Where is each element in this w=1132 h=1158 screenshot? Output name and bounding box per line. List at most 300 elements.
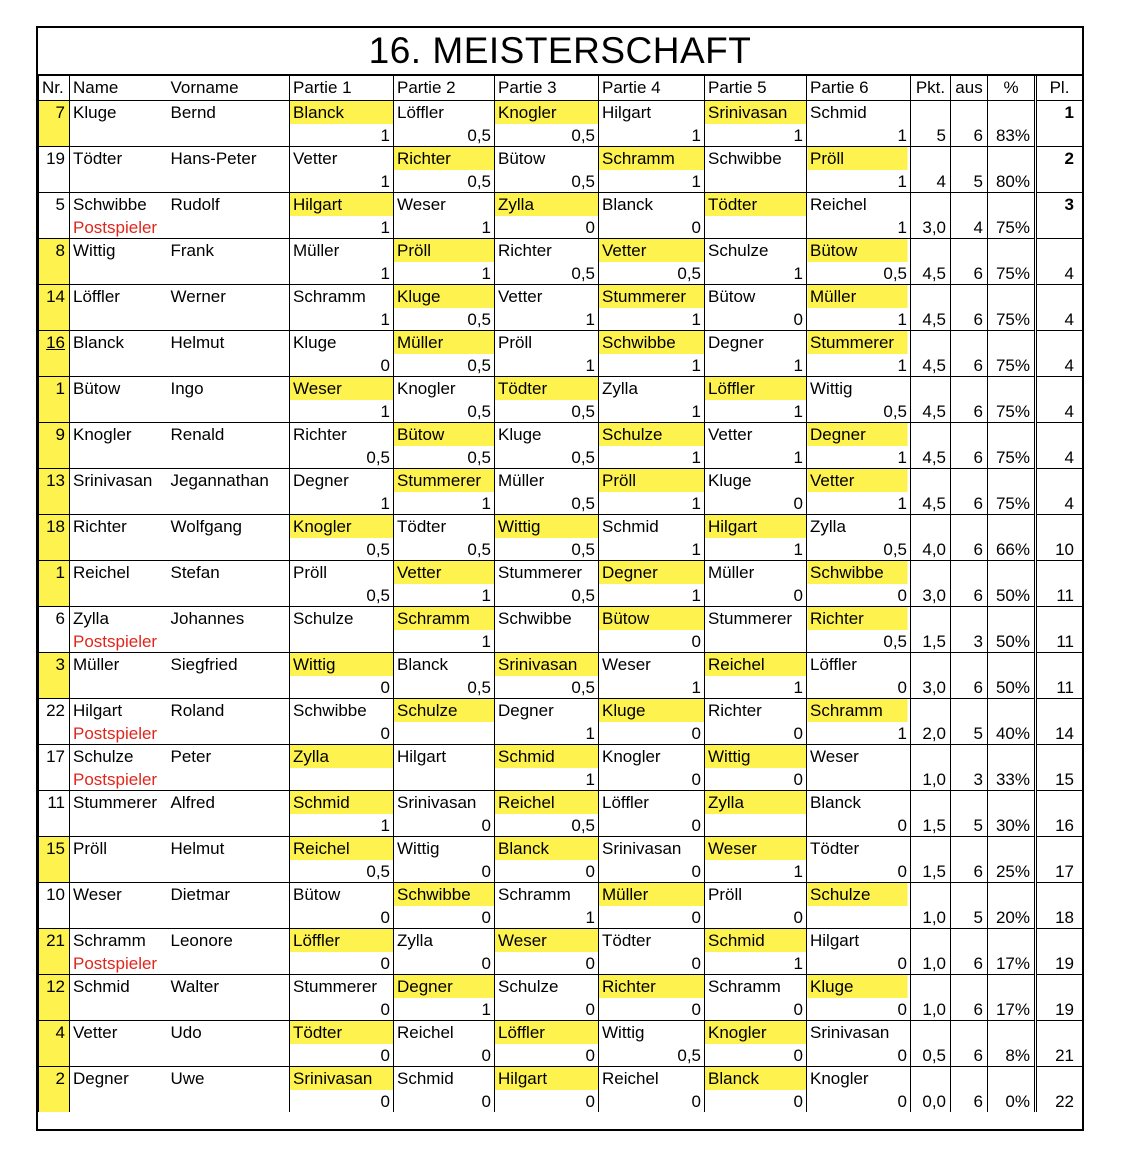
player-name: Blanck: [70, 330, 168, 354]
table-row: [39, 652, 1083, 676]
header-partie-2: Partie 2: [394, 76, 495, 100]
placement-bottom: 11: [1036, 584, 1083, 606]
score-cell: 0,5: [495, 814, 599, 836]
placement: [1036, 1066, 1083, 1090]
empty-cell: [988, 146, 1036, 170]
score-cell: [807, 906, 911, 928]
placement-bottom: 19: [1036, 952, 1083, 974]
opponent-cell: Richter: [290, 422, 394, 446]
postspieler-label: Postspieler: [70, 216, 168, 238]
opponent-cell: Reichel: [807, 192, 911, 216]
score-cell: 0,5: [495, 170, 599, 192]
opponent-cell: Vetter: [705, 422, 807, 446]
percentage: 75%: [988, 354, 1036, 376]
percentage: 25%: [988, 860, 1036, 882]
placement: [1036, 560, 1083, 584]
postspieler-label: Postspieler: [70, 722, 168, 744]
empty-cell: [951, 606, 988, 630]
score-cell: 1: [394, 584, 495, 606]
table-row: [39, 882, 1083, 906]
empty-cell: [911, 1020, 951, 1044]
player-number: 16: [39, 330, 70, 354]
opponent-cell: Stummerer: [495, 560, 599, 584]
player-name: Wittig: [70, 238, 168, 262]
score-cell: 0: [394, 1090, 495, 1112]
placement-bottom: 18: [1036, 906, 1083, 928]
player-name: Knogler: [70, 422, 168, 446]
score-cell: 1: [705, 124, 807, 146]
empty-cell: [988, 1020, 1036, 1044]
opponent-cell: Zylla: [495, 192, 599, 216]
table-row: [39, 514, 1083, 538]
opponent-cell: Kluge: [599, 698, 705, 722]
empty-cell: [168, 446, 290, 468]
score-cell: 1: [705, 262, 807, 284]
games-played: 6: [951, 308, 988, 330]
empty-cell: [951, 1020, 988, 1044]
score-cell: 0,5: [394, 354, 495, 376]
table-row-scores: [39, 124, 1083, 146]
opponent-cell: Schwibbe: [705, 146, 807, 170]
opponent-cell: Kluge: [290, 330, 394, 354]
player-number-filler: [39, 584, 70, 606]
percentage: 50%: [988, 676, 1036, 698]
table-row: [39, 146, 1083, 170]
opponent-cell: Pröll: [807, 146, 911, 170]
player-name: Weser: [70, 882, 168, 906]
table-row: [39, 1020, 1083, 1044]
opponent-cell: Hilgart: [705, 514, 807, 538]
score-cell: 0,5: [807, 630, 911, 652]
header-pkt: Pkt.: [911, 76, 951, 100]
opponent-cell: Bütow: [394, 422, 495, 446]
opponent-cell: Degner: [705, 330, 807, 354]
empty-cell: [168, 262, 290, 284]
opponent-cell: Richter: [705, 698, 807, 722]
player-vorname: Werner: [168, 284, 290, 308]
player-number: 1: [39, 560, 70, 584]
score-cell: 0: [290, 676, 394, 698]
opponent-cell: Wittig: [290, 652, 394, 676]
player-number-filler: [39, 400, 70, 422]
score-cell: 1: [599, 308, 705, 330]
opponent-cell: Schramm: [599, 146, 705, 170]
empty-cell: [168, 538, 290, 560]
table-row-scores: [39, 492, 1083, 514]
table-row-scores: [39, 216, 1083, 238]
score-cell: 1: [290, 308, 394, 330]
opponent-cell: Schwibbe: [599, 330, 705, 354]
points: 3,0: [911, 584, 951, 606]
opponent-cell: Löffler: [290, 928, 394, 952]
score-cell: 1: [807, 354, 911, 376]
header-name: Name: [70, 76, 168, 100]
score-cell: 1: [807, 216, 911, 238]
player-number: 4: [39, 1020, 70, 1044]
points: 1,0: [911, 998, 951, 1020]
empty-cell: [951, 284, 988, 308]
score-cell: 1: [394, 262, 495, 284]
placement: [1036, 882, 1083, 906]
table-row-scores: [39, 1044, 1083, 1066]
placement-bottom: 4: [1036, 308, 1083, 330]
percentage: 40%: [988, 722, 1036, 744]
opponent-cell: Blanck: [290, 100, 394, 124]
empty-cell: [911, 882, 951, 906]
player-number-filler: [39, 722, 70, 744]
score-cell: 1: [807, 170, 911, 192]
points: 4,5: [911, 446, 951, 468]
empty-cell: [951, 376, 988, 400]
table-row: [39, 100, 1083, 124]
games-played: 5: [951, 170, 988, 192]
empty-cell: [951, 836, 988, 860]
score-cell: [705, 216, 807, 238]
empty-cell: [988, 560, 1036, 584]
opponent-cell: Schmid: [705, 928, 807, 952]
empty-cell: [988, 468, 1036, 492]
empty-cell: [911, 1066, 951, 1090]
score-cell: 0,5: [599, 262, 705, 284]
opponent-cell: Stummerer: [290, 974, 394, 998]
score-cell: 0,5: [807, 262, 911, 284]
opponent-cell: Hilgart: [807, 928, 911, 952]
opponent-cell: Schulze: [394, 698, 495, 722]
score-cell: [394, 768, 495, 790]
games-played: 3: [951, 768, 988, 790]
empty-cell: [988, 1066, 1036, 1090]
opponent-cell: Stummerer: [705, 606, 807, 630]
table-row: [39, 606, 1083, 630]
player-name: Pröll: [70, 836, 168, 860]
table-row-scores: [39, 952, 1083, 974]
placement-bottom: 22: [1036, 1090, 1083, 1112]
empty-cell: [168, 1044, 290, 1066]
player-vorname: Frank: [168, 238, 290, 262]
score-cell: 0: [705, 1090, 807, 1112]
empty-cell: [70, 998, 168, 1020]
empty-cell: [988, 928, 1036, 952]
score-cell: 1: [599, 584, 705, 606]
table-row-scores: [39, 170, 1083, 192]
empty-cell: [911, 514, 951, 538]
player-vorname: Renald: [168, 422, 290, 446]
player-vorname: Alfred: [168, 790, 290, 814]
score-cell: 0: [599, 906, 705, 928]
player-number-filler: [39, 124, 70, 146]
score-cell: 0: [705, 1044, 807, 1066]
opponent-cell: Löffler: [394, 100, 495, 124]
empty-cell: [70, 170, 168, 192]
opponent-cell: Stummerer: [807, 330, 911, 354]
placement: [1036, 330, 1083, 354]
score-cell: 0: [599, 768, 705, 790]
placement-bottom: 21: [1036, 1044, 1083, 1066]
score-cell: [290, 630, 394, 652]
table-row-scores: [39, 446, 1083, 468]
points: 4: [911, 170, 951, 192]
player-vorname: Rudolf: [168, 192, 290, 216]
placement-bottom: [1036, 170, 1083, 192]
empty-cell: [168, 124, 290, 146]
header-partie-6: Partie 6: [807, 76, 911, 100]
opponent-cell: Hilgart: [290, 192, 394, 216]
empty-cell: [70, 492, 168, 514]
player-name: Schramm: [70, 928, 168, 952]
games-played: 6: [951, 124, 988, 146]
empty-cell: [168, 676, 290, 698]
player-number-filler: [39, 1044, 70, 1066]
score-cell: 1: [705, 538, 807, 560]
opponent-cell: Müller: [290, 238, 394, 262]
score-cell: 0: [599, 814, 705, 836]
opponent-cell: Knogler: [599, 744, 705, 768]
placement-bottom: 19: [1036, 998, 1083, 1020]
empty-cell: [951, 1066, 988, 1090]
empty-cell: [168, 722, 290, 744]
opponent-cell: Blanck: [394, 652, 495, 676]
opponent-cell: Schmid: [599, 514, 705, 538]
empty-cell: [911, 284, 951, 308]
opponent-cell: Vetter: [599, 238, 705, 262]
player-number: 10: [39, 882, 70, 906]
opponent-cell: Wittig: [394, 836, 495, 860]
player-vorname: Siegfried: [168, 652, 290, 676]
opponent-cell: Weser: [495, 928, 599, 952]
score-cell: 0: [290, 1090, 394, 1112]
score-cell: 0: [599, 630, 705, 652]
empty-cell: [168, 492, 290, 514]
placement: 3: [1036, 192, 1083, 216]
empty-cell: [988, 882, 1036, 906]
empty-cell: [911, 330, 951, 354]
score-cell: 0: [290, 906, 394, 928]
player-name: Srinivasan: [70, 468, 168, 492]
score-cell: 1: [290, 170, 394, 192]
player-number-filler: [39, 308, 70, 330]
opponent-cell: Richter: [394, 146, 495, 170]
points: 1,0: [911, 906, 951, 928]
opponent-cell: Bütow: [495, 146, 599, 170]
opponent-cell: Pröll: [705, 882, 807, 906]
score-cell: 0,5: [290, 584, 394, 606]
opponent-cell: Reichel: [394, 1020, 495, 1044]
player-number: 19: [39, 146, 70, 170]
points: 4,5: [911, 354, 951, 376]
score-cell: 1: [807, 124, 911, 146]
placement: [1036, 928, 1083, 952]
empty-cell: [70, 906, 168, 928]
empty-cell: [168, 998, 290, 1020]
opponent-cell: Schmid: [394, 1066, 495, 1090]
empty-cell: [988, 974, 1036, 998]
player-name: Schulze: [70, 744, 168, 768]
opponent-cell: Bütow: [599, 606, 705, 630]
points: 1,5: [911, 814, 951, 836]
opponent-cell: Knogler: [807, 1066, 911, 1090]
player-number-filler: [39, 768, 70, 790]
percentage: 75%: [988, 308, 1036, 330]
score-cell: 1: [290, 492, 394, 514]
player-number: 13: [39, 468, 70, 492]
player-number-filler: [39, 906, 70, 928]
empty-cell: [70, 262, 168, 284]
table-row: [39, 560, 1083, 584]
points: 0,5: [911, 1044, 951, 1066]
player-number: 7: [39, 100, 70, 124]
empty-cell: [951, 882, 988, 906]
empty-cell: [988, 698, 1036, 722]
table-row-scores: [39, 1090, 1083, 1112]
player-number: 8: [39, 238, 70, 262]
opponent-cell: Müller: [807, 284, 911, 308]
opponent-cell: Tödter: [807, 836, 911, 860]
opponent-cell: Vetter: [394, 560, 495, 584]
opponent-cell: Srinivasan: [807, 1020, 911, 1044]
score-cell: 0: [290, 722, 394, 744]
placement: [1036, 836, 1083, 860]
score-cell: 1: [290, 814, 394, 836]
opponent-cell: Knogler: [394, 376, 495, 400]
games-played: 6: [951, 1044, 988, 1066]
empty-cell: [168, 952, 290, 974]
empty-cell: [70, 584, 168, 606]
player-number-filler: [39, 446, 70, 468]
player-vorname: Peter: [168, 744, 290, 768]
header-percent: %: [988, 76, 1036, 100]
score-cell: 0,5: [495, 262, 599, 284]
standings-body: [39, 100, 1083, 1112]
empty-cell: [168, 308, 290, 330]
table-row-scores: [39, 630, 1083, 652]
placement: [1036, 698, 1083, 722]
empty-cell: [988, 836, 1036, 860]
score-cell: 1: [290, 216, 394, 238]
player-vorname: Helmut: [168, 836, 290, 860]
score-cell: 0: [599, 722, 705, 744]
placement: [1036, 422, 1083, 446]
header-nr: Nr.: [39, 76, 70, 100]
opponent-cell: Schulze: [599, 422, 705, 446]
postspieler-label: Postspieler: [70, 768, 168, 790]
opponent-cell: Schmid: [290, 790, 394, 814]
empty-cell: [911, 744, 951, 768]
opponent-cell: Schulze: [495, 974, 599, 998]
score-cell: [290, 768, 394, 790]
empty-cell: [951, 790, 988, 814]
percentage: 8%: [988, 1044, 1036, 1066]
opponent-cell: Stummerer: [394, 468, 495, 492]
player-name: Reichel: [70, 560, 168, 584]
score-cell: 0: [394, 906, 495, 928]
table-row: [39, 974, 1083, 998]
empty-cell: [911, 238, 951, 262]
opponent-cell: Zylla: [807, 514, 911, 538]
score-cell: 1: [705, 860, 807, 882]
score-cell: 0: [807, 814, 911, 836]
table-row-scores: [39, 400, 1083, 422]
points: 1,0: [911, 768, 951, 790]
score-cell: 0,5: [495, 400, 599, 422]
score-cell: 0: [807, 1044, 911, 1066]
opponent-cell: Schramm: [705, 974, 807, 998]
opponent-cell: Vetter: [807, 468, 911, 492]
table-row: [39, 790, 1083, 814]
standings-sheet: [36, 26, 1084, 1131]
player-number-filler: [39, 952, 70, 974]
score-cell: 0,5: [495, 124, 599, 146]
score-cell: 0: [705, 768, 807, 790]
table-row: [39, 330, 1083, 354]
opponent-cell: Srinivasan: [290, 1066, 394, 1090]
table-row-scores: [39, 308, 1083, 330]
score-cell: 1: [807, 308, 911, 330]
score-cell: 0,5: [807, 400, 911, 422]
score-cell: [705, 814, 807, 836]
points: 4,5: [911, 262, 951, 284]
score-cell: 0: [495, 998, 599, 1020]
empty-cell: [911, 468, 951, 492]
empty-cell: [70, 354, 168, 376]
player-number-filler: [39, 262, 70, 284]
opponent-cell: Reichel: [599, 1066, 705, 1090]
score-cell: 1: [807, 446, 911, 468]
score-cell: 1: [394, 998, 495, 1020]
opponent-cell: Hilgart: [599, 100, 705, 124]
placement: [1036, 1020, 1083, 1044]
games-played: 6: [951, 492, 988, 514]
player-number: 15: [39, 836, 70, 860]
placement-bottom: 4: [1036, 492, 1083, 514]
empty-cell: [168, 860, 290, 882]
score-cell: 0,5: [290, 446, 394, 468]
score-cell: 1: [807, 492, 911, 514]
score-cell: 1: [705, 354, 807, 376]
score-cell: 0,5: [495, 584, 599, 606]
score-cell: 1: [290, 400, 394, 422]
opponent-cell: Löffler: [807, 652, 911, 676]
opponent-cell: Degner: [290, 468, 394, 492]
score-cell: 0: [290, 952, 394, 974]
percentage: 75%: [988, 262, 1036, 284]
empty-cell: [951, 468, 988, 492]
score-cell: [705, 170, 807, 192]
empty-cell: [951, 974, 988, 998]
opponent-cell: Degner: [599, 560, 705, 584]
player-vorname: Ingo: [168, 376, 290, 400]
score-cell: 0: [394, 1044, 495, 1066]
empty-cell: [168, 216, 290, 238]
score-cell: 0: [705, 998, 807, 1020]
empty-cell: [168, 814, 290, 836]
score-cell: 1: [599, 170, 705, 192]
score-cell: 1: [705, 952, 807, 974]
games-played: 6: [951, 446, 988, 468]
opponent-cell: Schwibbe: [807, 560, 911, 584]
score-cell: 0: [495, 1044, 599, 1066]
table-row-scores: [39, 998, 1083, 1020]
placement-bottom: 11: [1036, 630, 1083, 652]
opponent-cell: Müller: [394, 330, 495, 354]
opponent-cell: Degner: [495, 698, 599, 722]
opponent-cell: Degner: [807, 422, 911, 446]
table-row-scores: [39, 860, 1083, 882]
games-played: 6: [951, 1090, 988, 1112]
empty-cell: [911, 100, 951, 124]
table-row: [39, 192, 1083, 216]
score-cell: 0: [290, 354, 394, 376]
opponent-cell: Srinivasan: [705, 100, 807, 124]
